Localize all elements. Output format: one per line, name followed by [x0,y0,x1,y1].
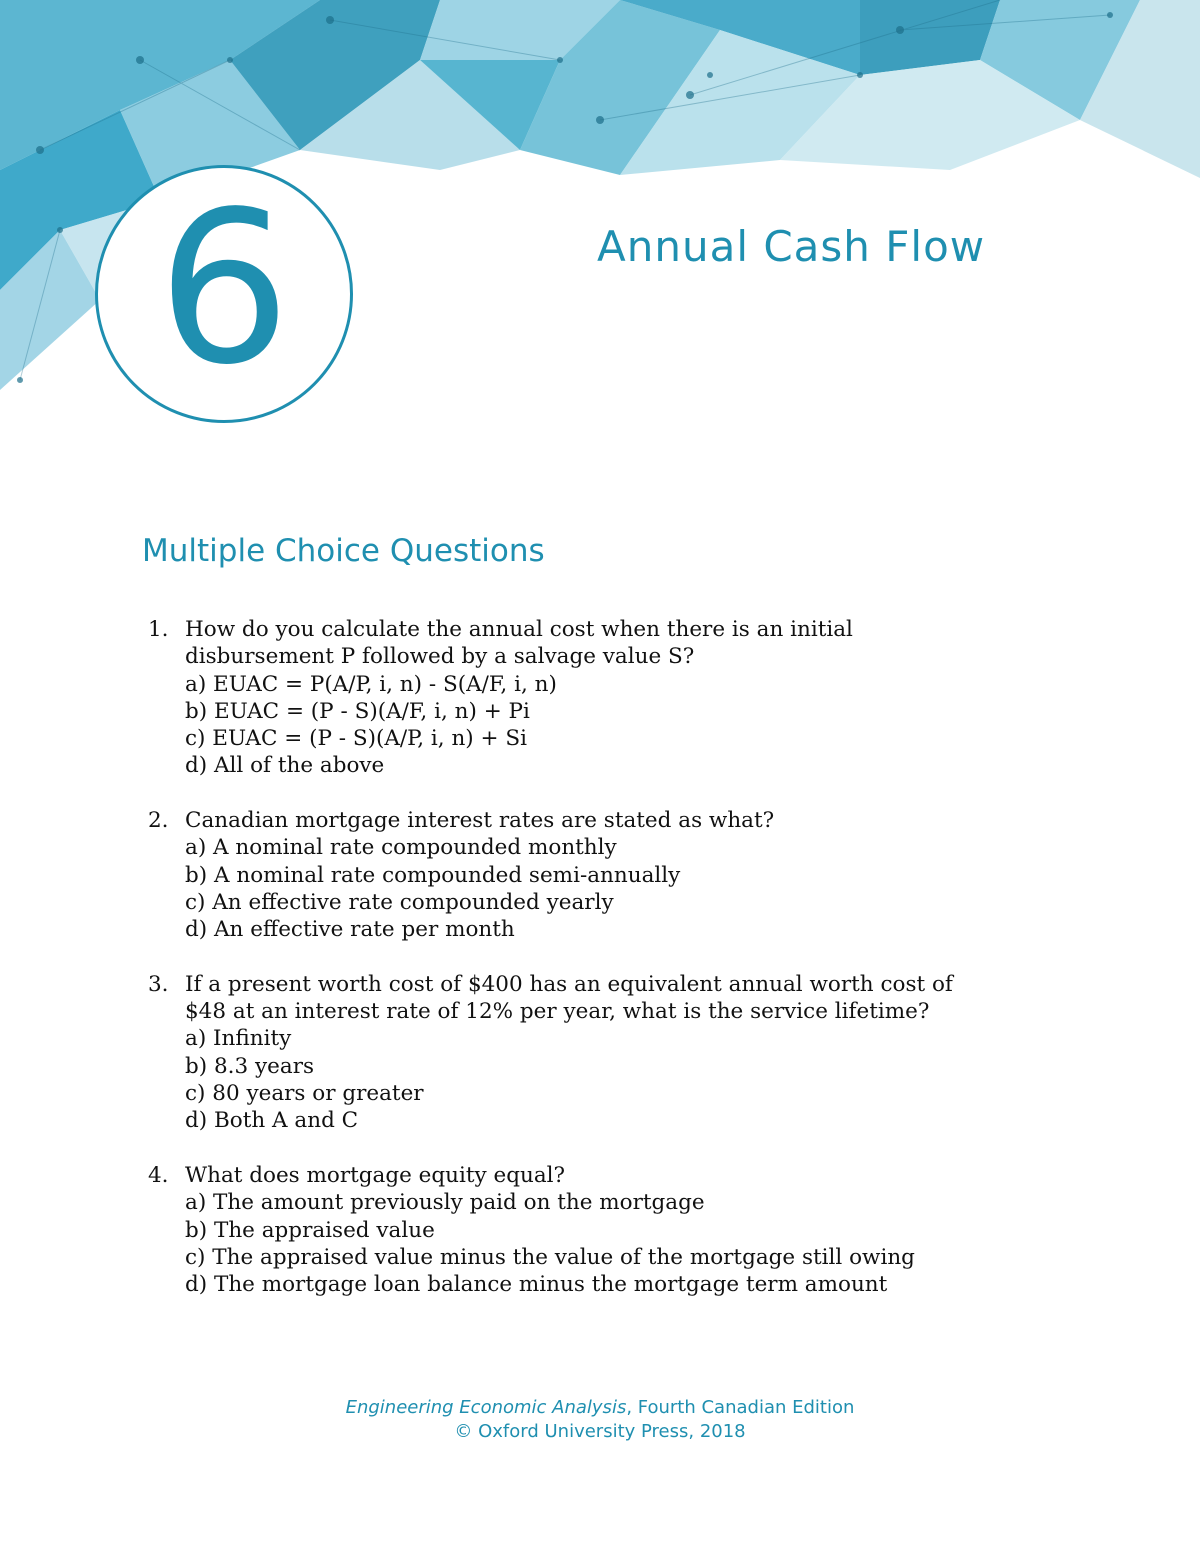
question-1 [148,616,1048,780]
chapter-number: 6 [157,166,291,411]
footer-edition: , Fourth Canadian Edition [626,1397,855,1418]
question-number: 4. [148,1162,169,1188]
option-list [185,834,1048,943]
option-c: c) The appraised value minus the value of the mortgage still owing [185,1244,915,1270]
option-d: d) The mortgage loan balance minus the mortgage term amount [185,1272,888,1298]
question-text-line: What does mortgage equity equal? [185,1162,566,1188]
question-2 [148,807,1048,943]
option-a: a) Infinity [185,1026,292,1052]
footer-book-title: Engineering Economic Analysis [345,1397,627,1418]
question-4 [148,1162,1048,1298]
option-list [185,1189,1048,1298]
question-number: 1. [148,617,169,642]
option-list [185,1025,1048,1134]
option-c: c) EUAC = (P - S)(A/P, i, n) + Si [185,726,527,752]
option-d: d) Both A and C [185,1108,359,1134]
chapter-title: Annual Cash Flow [597,222,986,271]
option-c: c) An effective rate compounded yearly [185,889,614,915]
option-d: d) An effective rate per month [185,917,515,943]
question-3 [148,971,1048,1135]
question-text-line: disbursement P followed by a salvage value S? [185,644,695,670]
section-heading: Multiple Choice Questions [142,533,545,569]
question-list [148,616,1048,1326]
question-text-line: $48 at an interest rate of 12% per year, what is the service lifetime? [185,999,930,1025]
option-a: a) EUAC = P(A/P, i, n) - S(A/F, i, n) [185,671,557,697]
option-a: a) A nominal rate compounded monthly [185,835,617,861]
option-b: b) The appraised value [185,1217,435,1243]
question-number: 3. [148,971,169,997]
option-a: a) The amount previously paid on the mortgage [185,1190,705,1216]
option-b: b) 8.3 years [185,1053,315,1079]
question-text-line: If a present worth cost of $400 has an equivalent annual worth cost of [185,971,953,997]
option-c: c) 80 years or greater [185,1081,424,1107]
option-b: b) EUAC = (P - S)(A/F, i, n) + Pi [185,698,530,724]
footer-copyright: © Oxford University Press, 2018 [454,1421,746,1442]
question-text-line: Canadian mortgage interest rates are stated as what? [185,808,775,834]
chapter-number-badge [95,165,353,423]
option-list [185,671,1048,780]
option-d: d) All of the above [185,753,385,779]
question-number: 2. [148,808,169,834]
footer-book-line [0,1396,1200,1420]
question-text-line: How do you calculate the annual cost when there is an initial [185,617,853,642]
option-b: b) A nominal rate compounded semi-annually [185,862,681,888]
